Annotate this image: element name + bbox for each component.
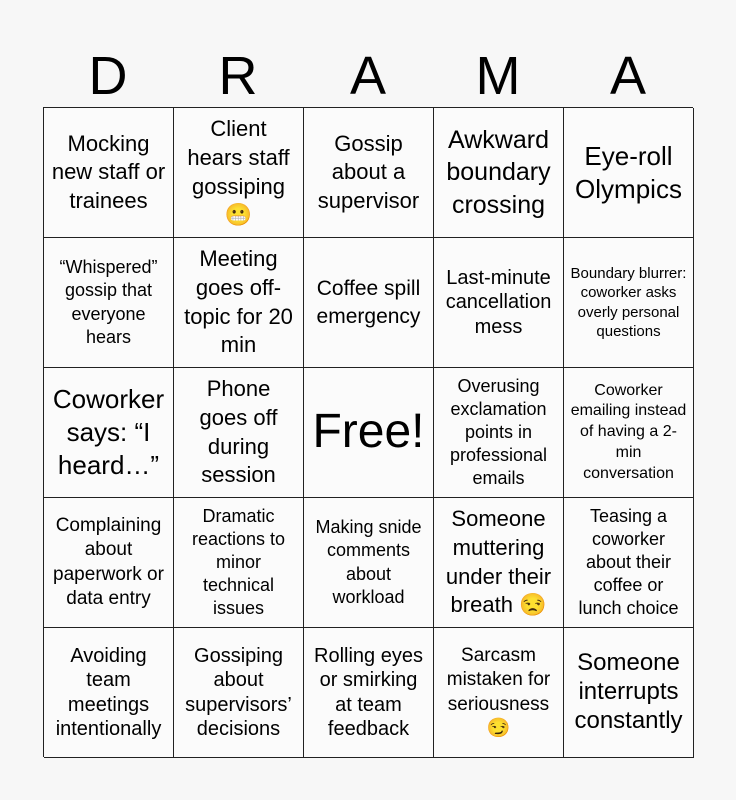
bingo-cell-5-5[interactable]: [564, 628, 694, 758]
cell-label: Teasing a coworker about their coffee or lunch choice: [578, 505, 679, 619]
cell-label: Mocking new staff or trainees: [51, 130, 166, 213]
bingo-cell-free[interactable]: [304, 368, 434, 498]
cell-label: Avoiding team meetings intentionally: [55, 644, 162, 740]
bingo-cell-1-3[interactable]: [304, 108, 434, 238]
cell-label: Gossiping about supervisors’ decisions: [185, 644, 292, 740]
cell-label: Meeting goes off-topic for 20 min: [184, 246, 293, 358]
cell-label: Coworker says: “I heard…”: [52, 383, 165, 481]
free-space-label: Free!: [312, 405, 425, 459]
bingo-cell-2-4[interactable]: [434, 238, 564, 368]
cell-label: Someone interrupts constantly: [574, 649, 683, 734]
bingo-cell-5-2[interactable]: [174, 628, 304, 758]
cell-label: Phone goes off during session: [199, 376, 278, 488]
bingo-cell-4-3[interactable]: [304, 498, 434, 628]
bingo-cell-1-1[interactable]: [44, 108, 174, 238]
bingo-cell-5-1[interactable]: [44, 628, 174, 758]
cell-label: Rolling eyes or smirking at team feedback: [314, 644, 423, 740]
cell-label: Complaining about paperwork or data entry: [53, 514, 164, 609]
bingo-header: [43, 44, 693, 108]
bingo-cell-2-1[interactable]: [44, 238, 174, 368]
bingo-cell-4-1[interactable]: [44, 498, 174, 628]
cell-label: Coffee spill emergency: [316, 277, 421, 328]
cell-label: Awkward boundary crossing: [446, 125, 551, 219]
cell-label: Boundary blurrer: coworker asks overly personal questions: [570, 264, 687, 340]
bingo-cell-5-3[interactable]: [304, 628, 434, 758]
bingo-cell-2-3[interactable]: [304, 238, 434, 368]
bingo-cell-5-4[interactable]: [434, 628, 564, 758]
header-letter-m: M: [475, 46, 521, 106]
cell-label: Overusing exclamation points in professional emails: [449, 375, 548, 489]
header-letter-a: A: [349, 46, 387, 106]
cell-label: “Whispered” gossip that everyone hears: [59, 257, 158, 347]
bingo-cell-3-2[interactable]: [174, 368, 304, 498]
bingo-cell-1-2[interactable]: [174, 108, 304, 238]
cell-label: Coworker emailing instead of having a 2-min conversation: [570, 381, 687, 482]
cell-label: Gossip about a supervisor: [317, 130, 420, 213]
cell-label: Client hears staff gossiping 😬: [187, 116, 290, 228]
bingo-cell-4-4[interactable]: [434, 498, 564, 628]
bingo-cell-4-2[interactable]: [174, 498, 304, 628]
bingo-cell-1-4[interactable]: [434, 108, 564, 238]
bingo-cell-3-1[interactable]: [44, 368, 174, 498]
header-letter-r: R: [218, 46, 258, 106]
cell-label: Making snide comments about workload: [315, 517, 422, 607]
header-letter-a-2: A: [609, 46, 647, 106]
cell-label: Eye-roll Olympics: [575, 141, 682, 204]
cell-label: Someone muttering under their breath 😒: [445, 506, 552, 618]
bingo-cell-4-5[interactable]: [564, 498, 694, 628]
bingo-cell-3-5[interactable]: [564, 368, 694, 498]
bingo-board: [43, 107, 693, 757]
cell-label: Dramatic reactions to minor technical issues: [191, 505, 286, 619]
cell-label: Last-minute cancellation mess: [445, 266, 552, 338]
bingo-cell-2-5[interactable]: [564, 238, 694, 368]
bingo-cell-1-5[interactable]: [564, 108, 694, 238]
bingo-cell-3-4[interactable]: [434, 368, 564, 498]
bingo-cell-2-2[interactable]: [174, 238, 304, 368]
cell-label: Sarcasm mistaken for seriousness 😏: [446, 644, 551, 739]
header-letter-d: D: [88, 46, 128, 106]
